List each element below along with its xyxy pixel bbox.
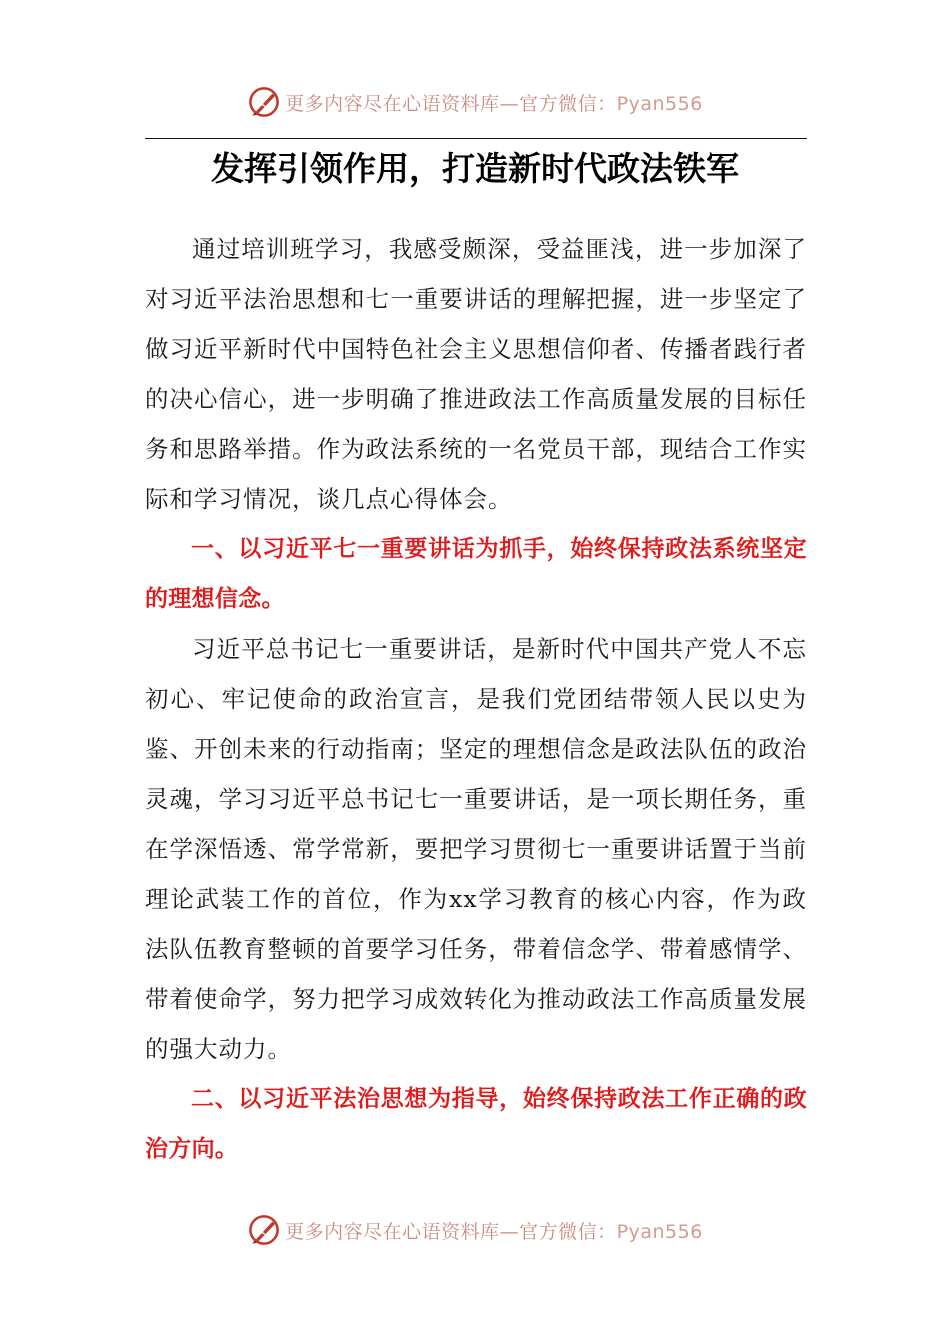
wechat-id: Pyan556 (616, 92, 703, 115)
pen-in-circle-logo-icon (247, 1213, 281, 1247)
document-body (145, 224, 807, 1174)
intro-paragraph: 通过培训班学习，我感受颇深，受益匪浅，进一步加深了对习近平法治思想和七一重要讲话的理解把握，进一步坚定了做习近平新时代中国特色社会主义思想信仰者、传播者践行者的决心信心，进一步明确了推进政法工作高质量发展的目标任务和思路举措。作为政法系统的一名党员干部，现结合工作实际和学习情况，谈几点心得体会。 (145, 235, 807, 513)
banner-text: 更多内容尽在心语资料库—官方微信：Pyan556 (285, 1220, 703, 1243)
wechat-id: Pyan556 (616, 1220, 703, 1243)
document-title: 发挥引领作用，打造新时代政法铁军 (211, 149, 739, 188)
section-1-paragraph: 习近平总书记七一重要讲话，是新时代中国共产党人不忘初心、牢记使命的政治宣言，是我们党团结带领人民以史为鉴、开创未来的行动指南；坚定的理想信念是政法队伍的政治灵魂，学习习近平总书记七一重要讲话，是一项长期任务，重在学深悟透、常学常新，要把学习贯彻七一重要讲话置于当前理论武装工作的首位，作为xx学习教育的核心内容，作为政法队伍教育整顿的首要学习任务，带着信念学、带着感情学、带着使命学，努力把学习成效转化为推动政法工作高质量发展的强大动力。 (145, 635, 807, 1063)
pen-in-circle-logo-icon (247, 85, 281, 119)
footer-banner (0, 1208, 950, 1252)
header-divider (145, 138, 807, 139)
section-heading-2: 二、以习近平法治思想为指导，始终保持政法工作正确的政治方向。 (145, 1086, 807, 1162)
section-heading-1: 一、以习近平七一重要讲话为抓手，始终保持政法系统坚定的理想信念。 (145, 536, 807, 612)
banner-text: 更多内容尽在心语资料库—官方微信：Pyan556 (285, 92, 703, 115)
header-banner (0, 80, 950, 124)
